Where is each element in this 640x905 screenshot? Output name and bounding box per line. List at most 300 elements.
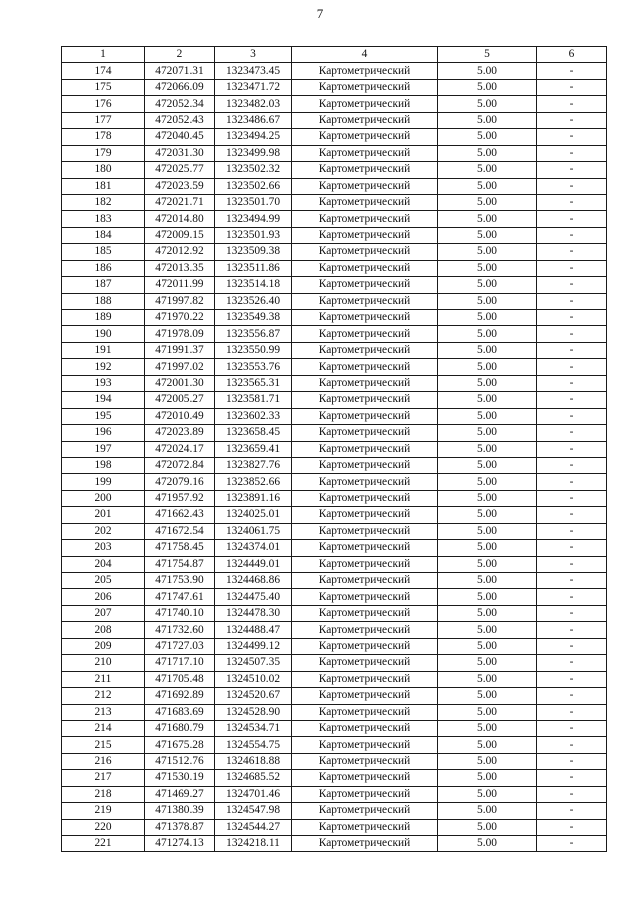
point-number-cell: 210	[62, 655, 145, 671]
method-cell: Картометрический	[292, 753, 438, 769]
method-cell: Картометрический	[292, 605, 438, 621]
y-coordinate-cell: 1324507.35	[215, 655, 292, 671]
table-row	[62, 162, 607, 178]
x-coordinate-cell: 471727.03	[145, 638, 215, 654]
x-coordinate-cell: 472072.84	[145, 457, 215, 473]
point-number-cell: 181	[62, 178, 145, 194]
page-number: 7	[316, 6, 324, 21]
table-row	[62, 425, 607, 441]
note-cell: -	[537, 474, 607, 490]
note-cell: -	[537, 770, 607, 786]
method-cell: Картометрический	[292, 523, 438, 539]
accuracy-cell: 5.00	[438, 655, 537, 671]
x-coordinate-cell: 471957.92	[145, 490, 215, 506]
y-coordinate-cell: 1323891.16	[215, 490, 292, 506]
accuracy-cell: 5.00	[438, 63, 537, 79]
point-number-cell: 199	[62, 474, 145, 490]
table-row	[62, 310, 607, 326]
x-coordinate-cell: 471732.60	[145, 622, 215, 638]
note-cell: -	[537, 803, 607, 819]
table-row	[62, 359, 607, 375]
note-cell: -	[537, 162, 607, 178]
table-row	[62, 507, 607, 523]
note-cell: -	[537, 145, 607, 161]
method-cell: Картометрический	[292, 457, 438, 473]
x-coordinate-cell: 471530.19	[145, 770, 215, 786]
point-number-cell: 194	[62, 392, 145, 408]
accuracy-cell: 5.00	[438, 310, 537, 326]
table-row	[62, 819, 607, 835]
table-row	[62, 129, 607, 145]
y-coordinate-cell: 1323553.76	[215, 359, 292, 375]
method-cell: Картометрический	[292, 655, 438, 671]
x-coordinate-cell: 471675.28	[145, 737, 215, 753]
x-coordinate-cell: 471672.54	[145, 523, 215, 539]
table-row	[62, 474, 607, 490]
y-coordinate-cell: 1323514.18	[215, 277, 292, 293]
y-coordinate-cell: 1323502.32	[215, 162, 292, 178]
table-row	[62, 753, 607, 769]
point-number-cell: 182	[62, 194, 145, 210]
accuracy-cell: 5.00	[438, 194, 537, 210]
column-header-3: 3	[215, 47, 292, 63]
table-row	[62, 605, 607, 621]
point-number-cell: 214	[62, 720, 145, 736]
y-coordinate-cell: 1324218.11	[215, 836, 292, 852]
accuracy-cell: 5.00	[438, 342, 537, 358]
accuracy-cell: 5.00	[438, 605, 537, 621]
point-number-cell: 187	[62, 277, 145, 293]
method-cell: Картометрический	[292, 359, 438, 375]
method-cell: Картометрический	[292, 277, 438, 293]
y-coordinate-cell: 1324554.75	[215, 737, 292, 753]
coordinates-table	[61, 46, 607, 852]
table-row	[62, 293, 607, 309]
y-coordinate-cell: 1323659.41	[215, 441, 292, 457]
point-number-cell: 215	[62, 737, 145, 753]
x-coordinate-cell: 471705.48	[145, 671, 215, 687]
point-number-cell: 207	[62, 605, 145, 621]
point-number-cell: 213	[62, 704, 145, 720]
column-header-6: 6	[537, 47, 607, 63]
x-coordinate-cell: 471380.39	[145, 803, 215, 819]
note-cell: -	[537, 375, 607, 391]
y-coordinate-cell: 1323550.99	[215, 342, 292, 358]
method-cell: Картометрический	[292, 622, 438, 638]
point-number-cell: 178	[62, 129, 145, 145]
note-cell: -	[537, 589, 607, 605]
method-cell: Картометрический	[292, 688, 438, 704]
x-coordinate-cell: 472001.30	[145, 375, 215, 391]
method-cell: Картометрический	[292, 786, 438, 802]
point-number-cell: 186	[62, 260, 145, 276]
x-coordinate-cell: 472012.92	[145, 244, 215, 260]
x-coordinate-cell: 472071.31	[145, 63, 215, 79]
table-row	[62, 573, 607, 589]
table-row	[62, 63, 607, 79]
method-cell: Картометрический	[292, 112, 438, 128]
accuracy-cell: 5.00	[438, 129, 537, 145]
accuracy-cell: 5.00	[438, 573, 537, 589]
table-row	[62, 260, 607, 276]
accuracy-cell: 5.00	[438, 622, 537, 638]
note-cell: -	[537, 655, 607, 671]
x-coordinate-cell: 471970.22	[145, 310, 215, 326]
method-cell: Картометрический	[292, 704, 438, 720]
accuracy-cell: 5.00	[438, 96, 537, 112]
accuracy-cell: 5.00	[438, 638, 537, 654]
x-coordinate-cell: 472011.99	[145, 277, 215, 293]
accuracy-cell: 5.00	[438, 490, 537, 506]
accuracy-cell: 5.00	[438, 457, 537, 473]
note-cell: -	[537, 129, 607, 145]
method-cell: Картометрический	[292, 145, 438, 161]
point-number-cell: 192	[62, 359, 145, 375]
note-cell: -	[537, 112, 607, 128]
method-cell: Картометрический	[292, 770, 438, 786]
note-cell: -	[537, 605, 607, 621]
accuracy-cell: 5.00	[438, 277, 537, 293]
x-coordinate-cell: 471692.89	[145, 688, 215, 704]
y-coordinate-cell: 1323827.76	[215, 457, 292, 473]
note-cell: -	[537, 211, 607, 227]
x-coordinate-cell: 471680.79	[145, 720, 215, 736]
point-number-cell: 209	[62, 638, 145, 654]
method-cell: Картометрический	[292, 342, 438, 358]
note-cell: -	[537, 260, 607, 276]
point-number-cell: 217	[62, 770, 145, 786]
table-row	[62, 671, 607, 687]
y-coordinate-cell: 1323502.66	[215, 178, 292, 194]
accuracy-cell: 5.00	[438, 556, 537, 572]
method-cell: Картометрический	[292, 96, 438, 112]
method-cell: Картометрический	[292, 589, 438, 605]
accuracy-cell: 5.00	[438, 753, 537, 769]
table-row	[62, 211, 607, 227]
y-coordinate-cell: 1324468.86	[215, 573, 292, 589]
x-coordinate-cell: 471740.10	[145, 605, 215, 621]
point-number-cell: 204	[62, 556, 145, 572]
y-coordinate-cell: 1323556.87	[215, 326, 292, 342]
y-coordinate-cell: 1323501.93	[215, 227, 292, 243]
point-number-cell: 175	[62, 79, 145, 95]
x-coordinate-cell: 471469.27	[145, 786, 215, 802]
table-row	[62, 786, 607, 802]
point-number-cell: 197	[62, 441, 145, 457]
table-row	[62, 622, 607, 638]
table-row	[62, 589, 607, 605]
note-cell: -	[537, 359, 607, 375]
y-coordinate-cell: 1324534.71	[215, 720, 292, 736]
table-row	[62, 704, 607, 720]
note-cell: -	[537, 753, 607, 769]
y-coordinate-cell: 1324475.40	[215, 589, 292, 605]
table-row	[62, 720, 607, 736]
point-number-cell: 188	[62, 293, 145, 309]
method-cell: Картометрический	[292, 819, 438, 835]
note-cell: -	[537, 178, 607, 194]
x-coordinate-cell: 472052.34	[145, 96, 215, 112]
method-cell: Картометрический	[292, 260, 438, 276]
accuracy-cell: 5.00	[438, 688, 537, 704]
accuracy-cell: 5.00	[438, 704, 537, 720]
x-coordinate-cell: 471274.13	[145, 836, 215, 852]
point-number-cell: 176	[62, 96, 145, 112]
method-cell: Картометрический	[292, 474, 438, 490]
point-number-cell: 221	[62, 836, 145, 852]
table-row	[62, 638, 607, 654]
table-row	[62, 326, 607, 342]
table-row	[62, 79, 607, 95]
x-coordinate-cell: 472023.59	[145, 178, 215, 194]
table-row	[62, 490, 607, 506]
y-coordinate-cell: 1323526.40	[215, 293, 292, 309]
accuracy-cell: 5.00	[438, 803, 537, 819]
table-row	[62, 244, 607, 260]
note-cell: -	[537, 573, 607, 589]
y-coordinate-cell: 1323511.86	[215, 260, 292, 276]
method-cell: Картометрический	[292, 556, 438, 572]
y-coordinate-cell: 1324061.75	[215, 523, 292, 539]
accuracy-cell: 5.00	[438, 162, 537, 178]
note-cell: -	[537, 556, 607, 572]
point-number-cell: 179	[62, 145, 145, 161]
note-cell: -	[537, 277, 607, 293]
y-coordinate-cell: 1323509.38	[215, 244, 292, 260]
method-cell: Картометрический	[292, 326, 438, 342]
method-cell: Картометрический	[292, 194, 438, 210]
x-coordinate-cell: 472066.09	[145, 79, 215, 95]
accuracy-cell: 5.00	[438, 671, 537, 687]
note-cell: -	[537, 408, 607, 424]
x-coordinate-cell: 471717.10	[145, 655, 215, 671]
accuracy-cell: 5.00	[438, 507, 537, 523]
note-cell: -	[537, 326, 607, 342]
method-cell: Картометрический	[292, 720, 438, 736]
note-cell: -	[537, 79, 607, 95]
x-coordinate-cell: 472023.89	[145, 425, 215, 441]
y-coordinate-cell: 1324499.12	[215, 638, 292, 654]
note-cell: -	[537, 244, 607, 260]
note-cell: -	[537, 310, 607, 326]
y-coordinate-cell: 1323581.71	[215, 392, 292, 408]
note-cell: -	[537, 720, 607, 736]
accuracy-cell: 5.00	[438, 211, 537, 227]
accuracy-cell: 5.00	[438, 720, 537, 736]
point-number-cell: 177	[62, 112, 145, 128]
x-coordinate-cell: 472040.45	[145, 129, 215, 145]
point-number-cell: 193	[62, 375, 145, 391]
x-coordinate-cell: 472010.49	[145, 408, 215, 424]
method-cell: Картометрический	[292, 79, 438, 95]
table-row	[62, 342, 607, 358]
note-cell: -	[537, 819, 607, 835]
method-cell: Картометрический	[292, 490, 438, 506]
point-number-cell: 196	[62, 425, 145, 441]
y-coordinate-cell: 1324520.67	[215, 688, 292, 704]
note-cell: -	[537, 194, 607, 210]
point-number-cell: 174	[62, 63, 145, 79]
x-coordinate-cell: 471747.61	[145, 589, 215, 605]
table-row	[62, 96, 607, 112]
method-cell: Картометрический	[292, 211, 438, 227]
method-cell: Картометрический	[292, 293, 438, 309]
accuracy-cell: 5.00	[438, 375, 537, 391]
method-cell: Картометрический	[292, 540, 438, 556]
note-cell: -	[537, 457, 607, 473]
accuracy-cell: 5.00	[438, 408, 537, 424]
x-coordinate-cell: 471758.45	[145, 540, 215, 556]
table-row	[62, 688, 607, 704]
y-coordinate-cell: 1323501.70	[215, 194, 292, 210]
y-coordinate-cell: 1323549.38	[215, 310, 292, 326]
x-coordinate-cell: 472024.17	[145, 441, 215, 457]
y-coordinate-cell: 1324449.01	[215, 556, 292, 572]
table-row	[62, 227, 607, 243]
x-coordinate-cell: 471512.76	[145, 753, 215, 769]
method-cell: Картометрический	[292, 507, 438, 523]
x-coordinate-cell: 472021.71	[145, 194, 215, 210]
y-coordinate-cell: 1323471.72	[215, 79, 292, 95]
point-number-cell: 185	[62, 244, 145, 260]
method-cell: Картометрический	[292, 803, 438, 819]
point-number-cell: 219	[62, 803, 145, 819]
method-cell: Картометрический	[292, 162, 438, 178]
note-cell: -	[537, 737, 607, 753]
accuracy-cell: 5.00	[438, 392, 537, 408]
table-row	[62, 392, 607, 408]
y-coordinate-cell: 1323494.25	[215, 129, 292, 145]
accuracy-cell: 5.00	[438, 540, 537, 556]
point-number-cell: 189	[62, 310, 145, 326]
table-row	[62, 655, 607, 671]
x-coordinate-cell: 472025.77	[145, 162, 215, 178]
x-coordinate-cell: 472052.43	[145, 112, 215, 128]
note-cell: -	[537, 441, 607, 457]
y-coordinate-cell: 1323602.33	[215, 408, 292, 424]
y-coordinate-cell: 1323494.99	[215, 211, 292, 227]
accuracy-cell: 5.00	[438, 359, 537, 375]
accuracy-cell: 5.00	[438, 441, 537, 457]
x-coordinate-cell: 472031.30	[145, 145, 215, 161]
accuracy-cell: 5.00	[438, 474, 537, 490]
accuracy-cell: 5.00	[438, 425, 537, 441]
x-coordinate-cell: 471754.87	[145, 556, 215, 572]
y-coordinate-cell: 1324544.27	[215, 819, 292, 835]
point-number-cell: 184	[62, 227, 145, 243]
y-coordinate-cell: 1323852.66	[215, 474, 292, 490]
point-number-cell: 212	[62, 688, 145, 704]
table-row	[62, 556, 607, 572]
method-cell: Картометрический	[292, 310, 438, 326]
point-number-cell: 211	[62, 671, 145, 687]
y-coordinate-cell: 1323486.67	[215, 112, 292, 128]
note-cell: -	[537, 392, 607, 408]
method-cell: Картометрический	[292, 441, 438, 457]
y-coordinate-cell: 1324488.47	[215, 622, 292, 638]
note-cell: -	[537, 293, 607, 309]
y-coordinate-cell: 1324478.30	[215, 605, 292, 621]
point-number-cell: 191	[62, 342, 145, 358]
column-header-2: 2	[145, 47, 215, 63]
accuracy-cell: 5.00	[438, 836, 537, 852]
method-cell: Картометрический	[292, 408, 438, 424]
point-number-cell: 208	[62, 622, 145, 638]
note-cell: -	[537, 490, 607, 506]
table-row	[62, 737, 607, 753]
accuracy-cell: 5.00	[438, 589, 537, 605]
method-cell: Картометрический	[292, 244, 438, 260]
note-cell: -	[537, 638, 607, 654]
point-number-cell: 206	[62, 589, 145, 605]
table-row	[62, 803, 607, 819]
x-coordinate-cell: 471662.43	[145, 507, 215, 523]
note-cell: -	[537, 836, 607, 852]
table-row	[62, 145, 607, 161]
column-header-1: 1	[62, 47, 145, 63]
accuracy-cell: 5.00	[438, 770, 537, 786]
table-row	[62, 178, 607, 194]
y-coordinate-cell: 1324685.52	[215, 770, 292, 786]
note-cell: -	[537, 63, 607, 79]
y-coordinate-cell: 1324701.46	[215, 786, 292, 802]
point-number-cell: 201	[62, 507, 145, 523]
accuracy-cell: 5.00	[438, 227, 537, 243]
x-coordinate-cell: 472079.16	[145, 474, 215, 490]
method-cell: Картометрический	[292, 129, 438, 145]
table-row	[62, 408, 607, 424]
note-cell: -	[537, 96, 607, 112]
point-number-cell: 203	[62, 540, 145, 556]
point-number-cell: 202	[62, 523, 145, 539]
method-cell: Картометрический	[292, 375, 438, 391]
x-coordinate-cell: 471991.37	[145, 342, 215, 358]
table-row	[62, 523, 607, 539]
y-coordinate-cell: 1324547.98	[215, 803, 292, 819]
y-coordinate-cell: 1324374.01	[215, 540, 292, 556]
x-coordinate-cell: 471378.87	[145, 819, 215, 835]
accuracy-cell: 5.00	[438, 260, 537, 276]
accuracy-cell: 5.00	[438, 178, 537, 194]
method-cell: Картометрический	[292, 178, 438, 194]
x-coordinate-cell: 472009.15	[145, 227, 215, 243]
y-coordinate-cell: 1324528.90	[215, 704, 292, 720]
method-cell: Картометрический	[292, 737, 438, 753]
method-cell: Картометрический	[292, 227, 438, 243]
method-cell: Картометрический	[292, 63, 438, 79]
note-cell: -	[537, 786, 607, 802]
point-number-cell: 218	[62, 786, 145, 802]
method-cell: Картометрический	[292, 836, 438, 852]
y-coordinate-cell: 1323473.45	[215, 63, 292, 79]
point-number-cell: 190	[62, 326, 145, 342]
point-number-cell: 220	[62, 819, 145, 835]
point-number-cell: 216	[62, 753, 145, 769]
x-coordinate-cell: 472005.27	[145, 392, 215, 408]
x-coordinate-cell: 472013.35	[145, 260, 215, 276]
x-coordinate-cell: 472014.80	[145, 211, 215, 227]
table-row	[62, 194, 607, 210]
y-coordinate-cell: 1323565.31	[215, 375, 292, 391]
method-cell: Картометрический	[292, 671, 438, 687]
column-header-4: 4	[292, 47, 438, 63]
accuracy-cell: 5.00	[438, 737, 537, 753]
x-coordinate-cell: 471997.02	[145, 359, 215, 375]
note-cell: -	[537, 688, 607, 704]
table-row	[62, 277, 607, 293]
table-row	[62, 770, 607, 786]
note-cell: -	[537, 507, 607, 523]
